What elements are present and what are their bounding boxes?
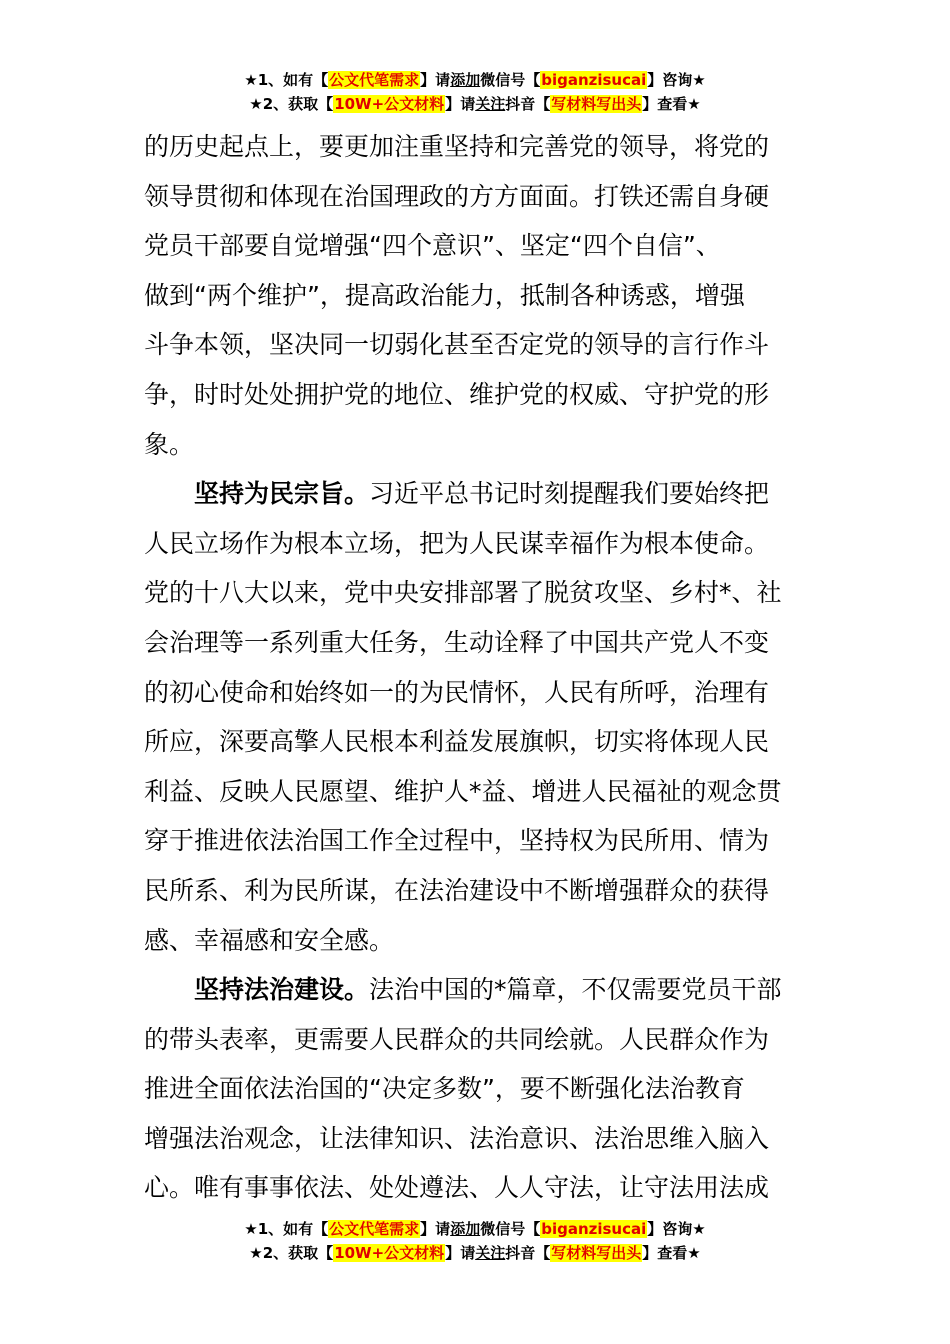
promo-text: ★1、如有【 <box>244 71 329 89</box>
promo-text: ★1、如有【 <box>244 1220 329 1238</box>
promo-highlight: 写材料写出头 <box>551 95 642 113</box>
promo-text: 抖音【 <box>505 95 551 113</box>
text-line: 的初心使命和始终如一的为民情怀，人民有所呼，治理有 <box>144 677 770 707</box>
promo-underline: 添加 <box>450 1220 481 1238</box>
text-line: 党员干部要自觉增强“四个意识”、坚定“四个自信”、 <box>144 231 721 261</box>
promo-text: ★2、获取【 <box>249 1244 334 1262</box>
promo-text: 】请 <box>420 71 451 89</box>
promo-text: ★2、获取【 <box>249 95 334 113</box>
text-line <box>144 469 808 519</box>
promo-text: 】咨询★ <box>647 71 706 89</box>
header-promo-banner <box>0 68 950 116</box>
promo-text: 微信号【 <box>480 1220 541 1238</box>
promo-text: 抖音【 <box>505 1244 551 1262</box>
text-line: 会治理等一系列重大任务，生动诠释了中国共产党人不变 <box>144 627 770 657</box>
text-line: 民所系、利为民所谋，在法治建设中不断增强群众的获得 <box>144 875 770 905</box>
promo-text: 】请 <box>420 1220 451 1238</box>
text-line: 的带头表率，更需要人民群众的共同绘就。人民群众作为 <box>144 1024 770 1054</box>
promo-highlight: 10W+公文材料 <box>334 1244 445 1262</box>
promo-line-1 <box>0 1217 950 1241</box>
text-line: 党的十八大以来，党中央安排部署了脱贫攻坚、乡村*、社 <box>144 578 782 608</box>
promo-text: 】查看★ <box>642 95 701 113</box>
promo-underline: 添加 <box>450 71 481 89</box>
promo-highlight: 公文代笔需求 <box>329 71 420 89</box>
paragraph-2 <box>144 469 808 965</box>
promo-text: 】请 <box>445 1244 476 1262</box>
text-run: 法治中国的*篇章，不仅需要党员干部 <box>369 975 782 1005</box>
text-line: 利益、反映人民愿望、维护人*益、增进人民福祉的观念贯 <box>144 776 782 806</box>
promo-highlight: biganzisucai <box>541 1220 647 1238</box>
text-line: 做到“两个维护”，提高政治能力，抵制各种诱惑，增强 <box>144 280 745 310</box>
promo-highlight: 公文代笔需求 <box>329 1220 420 1238</box>
text-line: 穿于推进依法治国工作全过程中，坚持权为民所用、情为 <box>144 826 770 856</box>
promo-line-1 <box>0 68 950 92</box>
text-run: 习近平总书记时刻提醒我们要始终把 <box>369 479 770 509</box>
paragraph-heading: 坚持为民宗旨。 <box>194 479 370 509</box>
promo-highlight: 写材料写出头 <box>551 1244 642 1262</box>
promo-text: 微信号【 <box>480 71 541 89</box>
paragraph-1 <box>144 122 808 469</box>
text-line: 心。唯有事事依法、处处遵法、人人守法，让守法用法成 <box>144 1173 770 1203</box>
promo-underline: 关注 <box>475 95 506 113</box>
text-line: 所应，深要高擎人民根本利益发展旗帜，切实将体现人民 <box>144 727 770 757</box>
text-line: 感、幸福感和安全感。 <box>144 925 395 955</box>
text-line: 增强法治观念，让法律知识、法治意识、法治思维入脑入 <box>144 1123 770 1153</box>
promo-text: 】咨询★ <box>647 1220 706 1238</box>
promo-text: 】请 <box>445 95 476 113</box>
text-line <box>144 965 808 1015</box>
promo-line-2 <box>0 1241 950 1265</box>
text-line: 象。 <box>144 429 195 459</box>
promo-line-2 <box>0 92 950 116</box>
footer-promo-banner <box>0 1217 950 1265</box>
text-line: 斗争本领，坚决同一切弱化甚至否定党的领导的言行作斗 <box>144 330 770 360</box>
promo-highlight: biganzisucai <box>541 71 647 89</box>
document-body <box>144 122 808 1213</box>
paragraph-heading: 坚持法治建设。 <box>194 975 370 1005</box>
promo-highlight: 10W+公文材料 <box>334 95 445 113</box>
text-line: 争，时时处处拥护党的地位、维护党的权威、守护党的形 <box>144 379 770 409</box>
promo-underline: 关注 <box>475 1244 506 1262</box>
text-line: 的历史起点上，要更加注重坚持和完善党的领导，将党的 <box>144 132 770 161</box>
text-line: 推进全面依法治国的“决定多数”，要不断强化法治教育 <box>144 1074 745 1104</box>
text-line: 领导贯彻和体现在治国理政的方方面面。打铁还需自身硬 <box>144 181 770 211</box>
promo-text: 】查看★ <box>642 1244 701 1262</box>
paragraph-3 <box>144 965 808 1213</box>
text-line: 人民立场作为根本立场，把为人民谋幸福作为根本使命。 <box>144 528 770 558</box>
